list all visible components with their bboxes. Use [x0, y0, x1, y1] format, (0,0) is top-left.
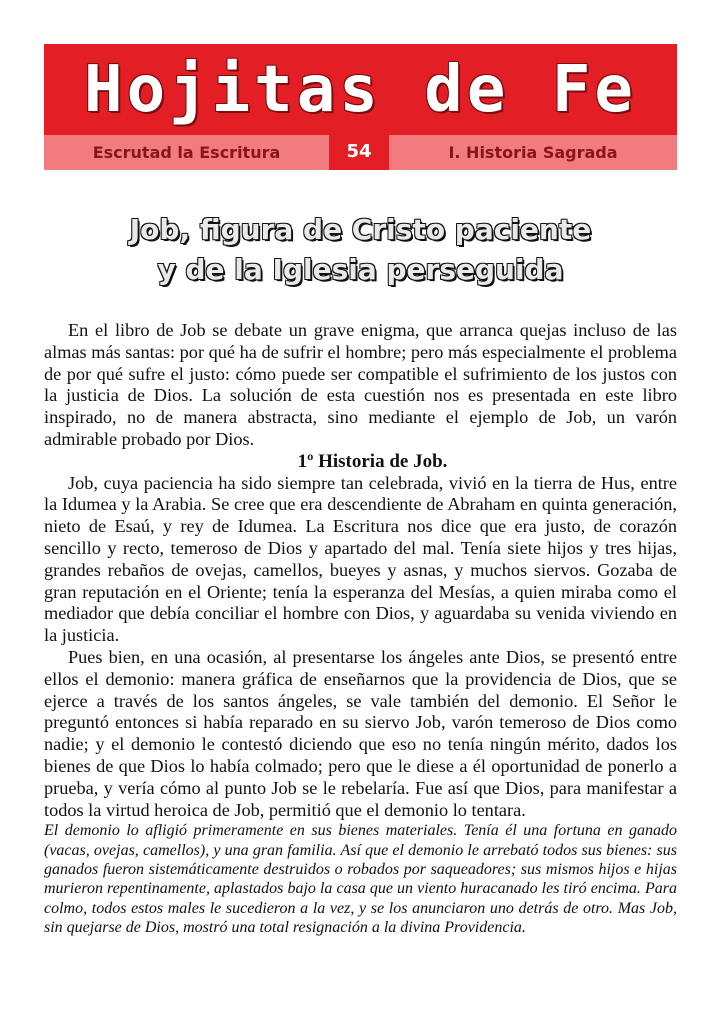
body-paragraph: Pues bien, en una ocasión, al presentarse los ángeles ante Dios, se presentó entre ellos el demonio: manera gráfica de enseñarnos que la providencia de Dios, que se ejerce a través de los santos ángeles, se vale también del demonio. El Señor le preguntó entonces si había reparado en su siervo Job, varón temeroso de Dios como nadie; y el demonio le contestó diciendo que eso no tenía ningún mérito, dados los bienes de que Dios lo había colmado; pero que le diese a él oportunidad de ponerlo a prueba, y vería cómo al punto Job se le rebelaría. Fue así que Dios, para manifestar a todos la virtud heroica de Job, permitió que el demonio lo tentara.	[44, 646, 677, 820]
intro-paragraph: En el libro de Job se debate un grave enigma, que arranca quejas incluso de las almas más santas: por qué ha de sufrir el hombre; pero más especialmente el problema de por qué sufre el justo: cómo puede ser compatible el sufrimiento de los justos con la justicia de Dios. La solución de esta cuestión nos es presentada en este libro inspirado, no de manera abstracta, sino mediante el ejemplo de Job, un varón admirable probado por Dios.	[44, 320, 677, 449]
article-body	[44, 320, 677, 937]
issue-number: 54	[329, 134, 389, 170]
masthead	[44, 44, 677, 170]
article-title	[44, 210, 677, 290]
body-paragraph: Job, cuya paciencia ha sido siempre tan celebrada, vivió en la tierra de Hus, entre la Idumea y la Arabia. Se cree que era descendiente de Abraham en quinta generación, nieto de Esaú, y rey de Idumea. La Escritura nos dice que era justo, de corazón sencillo y recto, temeroso de Dios y apartado del mal. Tenía siete hijos y tres hijas, grandes rebaños de ovejas, camellos, bueyes y asnas, y muchos siervos. Gozaba de gran reputación en el Oriente; tenía la esperanza del Mesías, a quien miraba como el mediador que debía conciliar el hombre con Dios, y aguardaba su venida viviendo en la justicia.	[44, 472, 677, 646]
masthead-title: Hojitas de Fe	[84, 53, 637, 127]
series-label: Escrutad la Escritura	[92, 143, 281, 162]
italic-quote: El demonio lo afligió primeramente en sus bienes materiales. Tenía él una fortuna en ganado (vacas, ovejas, camellos), y una gran familia. Así que el demonio le arrebató todos sus bienes: sus ganados fueron sistemáticamente destruidos o robados por saqueadores; sus mismos hijos e hijas murieron repentinamente, aplastados bajo la casa que un viento huracanado les tiró encima. Para colmo, todos estos males le sucedieron a la vez, y se los anunciaron uno detrás de otro. Mas Job, sin quejarse de Dios, mostró una total resignación a la divina Providencia.	[44, 822, 677, 936]
article-title-line-1: Job, figura de Cristo paciente	[129, 213, 592, 246]
article-title-line-2: y de la Iglesia perseguida	[157, 253, 564, 286]
masthead-band	[44, 135, 677, 170]
section-heading: 1º Historia de Job.	[297, 450, 448, 472]
section-label: I. Historia Sagrada	[448, 143, 618, 162]
